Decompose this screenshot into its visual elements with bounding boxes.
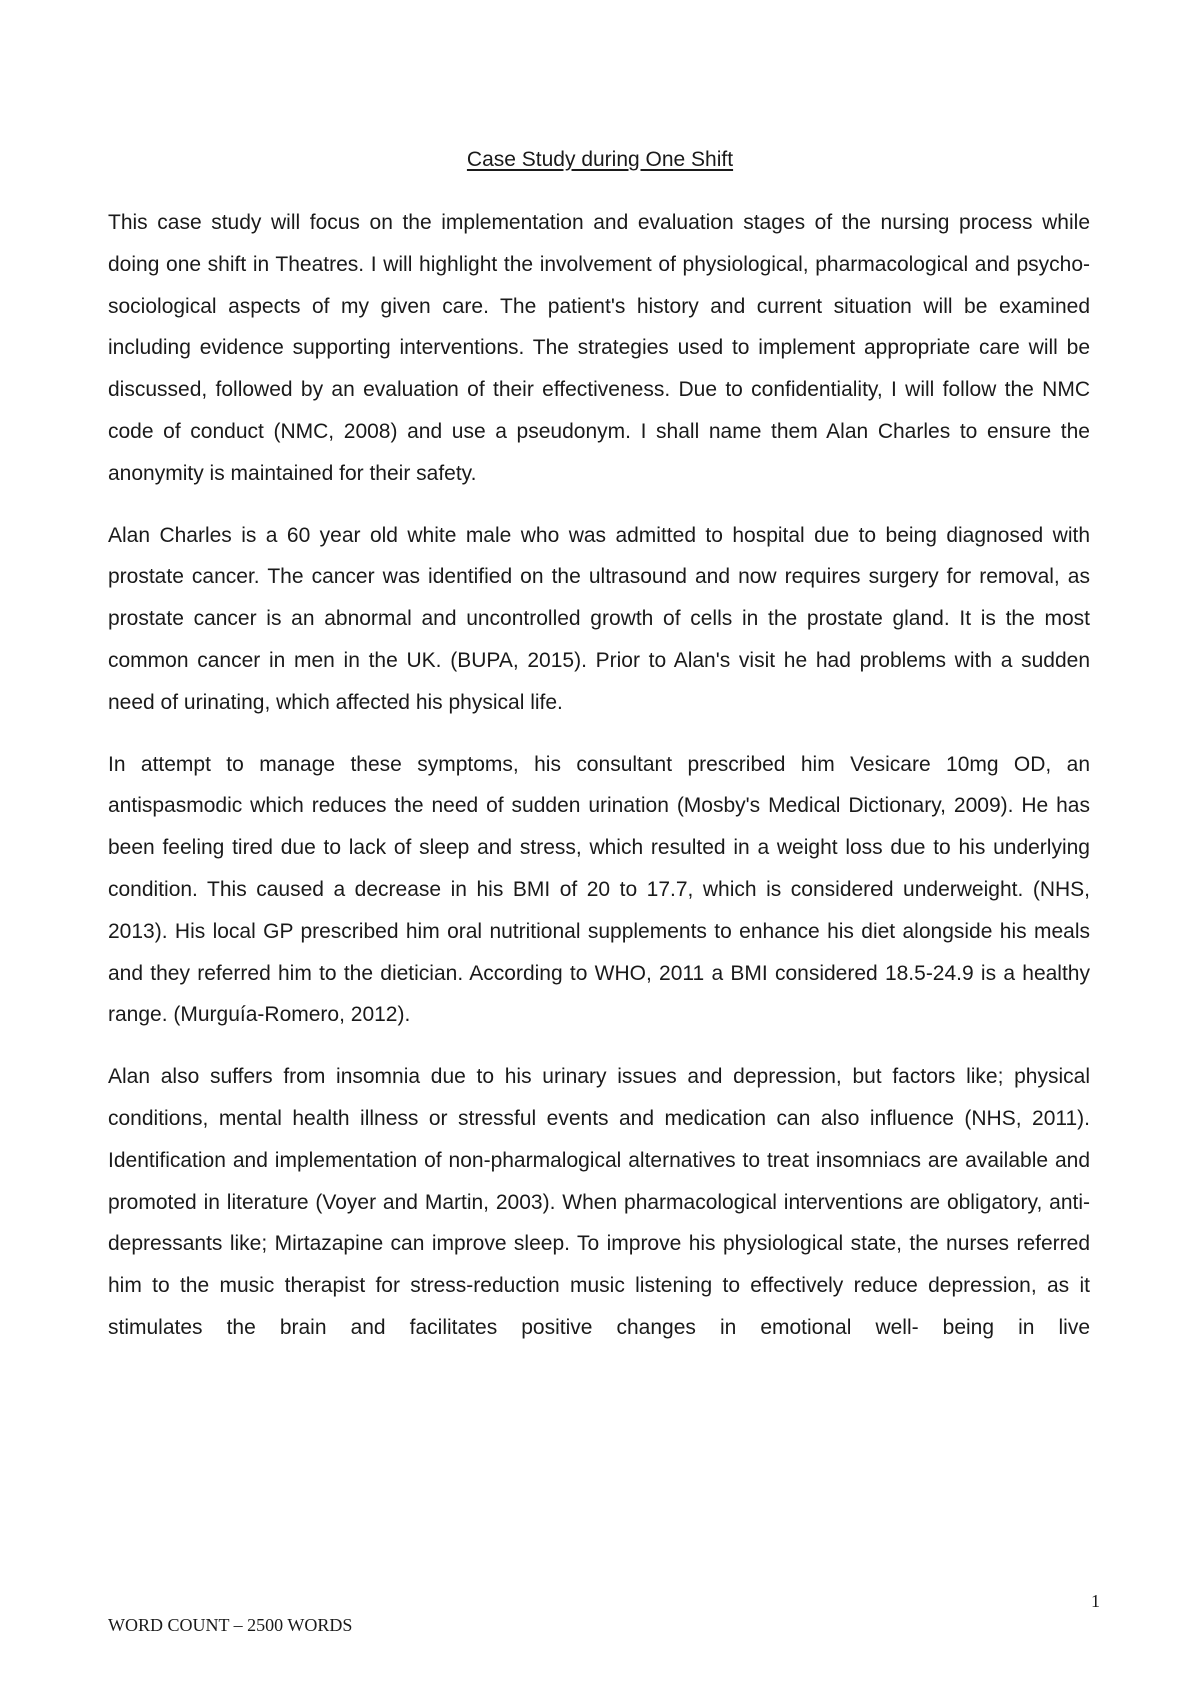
document-title: Case Study during One Shift <box>466 148 734 171</box>
word-count-footer: WORD COUNT – 2500 WORDS <box>108 1615 353 1635</box>
paragraph-introduction: This case study will focus on the implementation and evaluation stages of the nursing process while doing one shift in Theatres. I will highlight the involvement of physiological, pharmacological and psycho-sociological aspects of my given care. The patient's history and current situation will be examined including evidence supporting interventions. The strategies used to implement appropriate care will be discussed, followed by an evaluation of their effectiveness. Due to confidentiality, I will follow the NMC code of conduct (NMC, 2008) and use a pseudonym. I shall name them Alan Charles to ensure the anonymity is maintained for their safety. <box>108 211 1090 485</box>
page-number: 1 <box>1091 1591 1100 1611</box>
document-body <box>108 202 1090 1369</box>
paragraph-insomnia: Alan also suffers from insomnia due to his urinary issues and depression, but factors like; physical conditions, mental health illness or stressful events and medication can also influence (NHS, 2011). Identification and implementation of non-pharmalogical alternatives to treat insomniacs are available and promoted in literature (Voyer and Martin, 2003). When pharmacological interventions are obligatory, anti-depressants like; Mirtazapine can improve sleep. To improve his physiological state, the nurses referred him to the music therapist for stress-reduction music listening to effectively reduce depression, as it stimulates the brain and facilitates positive changes in emotional well- being in live <box>108 1065 1090 1339</box>
paragraph-patient-background: Alan Charles is a 60 year old white male who was admitted to hospital due to being diagnosed with prostate cancer. The cancer was identified on the ultrasound and now requires surgery for removal, as prostate cancer is an abnormal and uncontrolled growth of cells in the prostate gland. It is the most common cancer in men in the UK. (BUPA, 2015). Prior to Alan's visit he had problems with a sudden need of urinating, which affected his physical life. <box>108 523 1090 714</box>
paragraph-symptom-management: In attempt to manage these symptoms, his consultant prescribed him Vesicare 10mg OD, an antispasmodic which reduces the need of sudden urination (Mosby's Medical Dictionary, 2009). He has been feeling tired due to lack of sleep and stress, which resulted in a weight loss due to his underlying condition. This caused a decrease in his BMI of 20 to 17.7, which is considered underweight. (NHS, 2013). His local GP prescribed him oral nutritional supplements to enhance his diet alongside his meals and they referred him to the dietician. According to WHO, 2011 a BMI considered 18.5-24.9 is a healthy range. (Murguía-Romero, 2012). <box>108 752 1090 1027</box>
